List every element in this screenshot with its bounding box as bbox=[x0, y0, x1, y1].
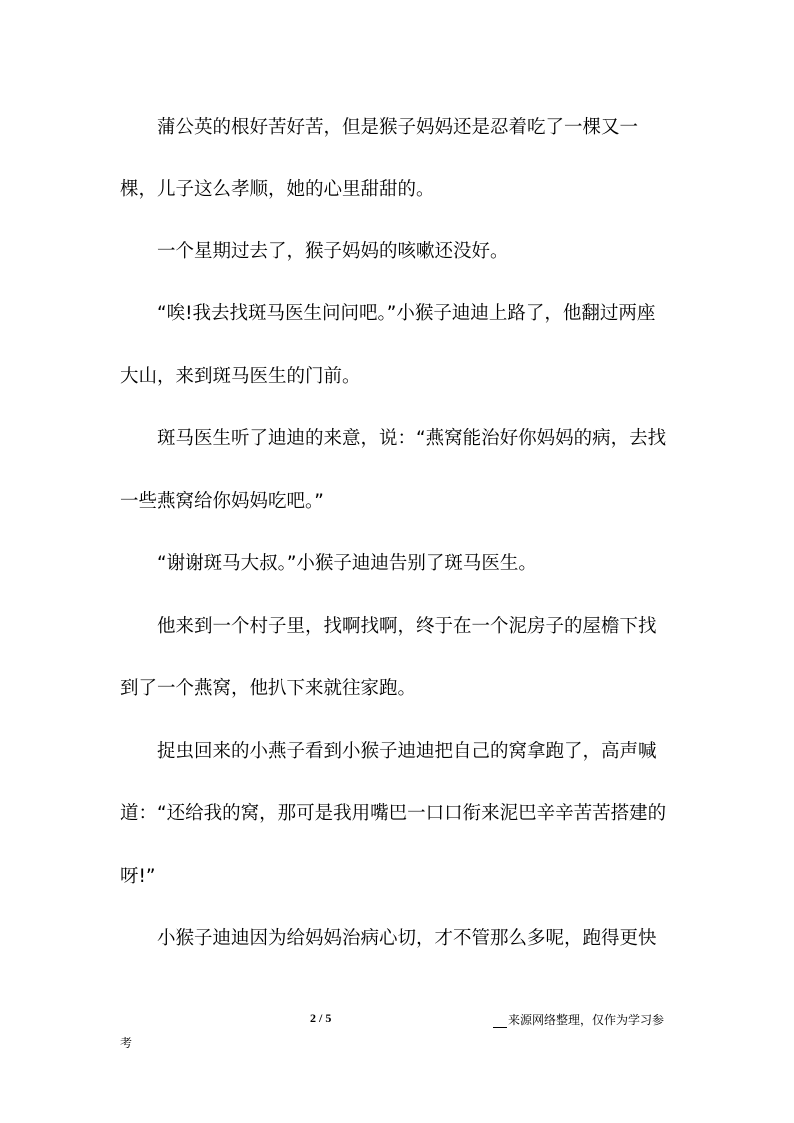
paragraph-line: “谢谢斑马大叔。”小猴子迪迪告别了斑马医生。 bbox=[157, 553, 537, 574]
paragraph-line: 大山，来到斑马医生的门前。 bbox=[120, 366, 361, 387]
paragraph-line: 他来到一个村子里，找啊找啊，终于在一个泥房子的屋檐下找 bbox=[157, 616, 657, 637]
paragraph-line: 一个星期过去了，猴子妈妈的咳嗽还没好。 bbox=[157, 241, 509, 262]
source-note-text: 来源网络整理，仅作为学习参 bbox=[508, 1013, 665, 1027]
paragraph-line: 小猴子迪迪因为给妈妈治病心切，才不管那么多呢，跑得更快 bbox=[157, 928, 657, 949]
paragraph-line: 呀!” bbox=[120, 866, 156, 887]
paragraph-line: 斑马医生听了迪迪的来意，说：“燕窝能治好你妈妈的病，去找 bbox=[157, 428, 667, 449]
paragraph-line: 到了一个燕窝，他扒下来就往家跑。 bbox=[120, 678, 417, 699]
paragraph-line: 一些燕窝给你妈妈吃吧。” bbox=[120, 491, 324, 512]
paragraph-line: 捉虫回来的小燕子看到小猴子迪迪把自己的窝拿跑了，高声喊 bbox=[157, 741, 657, 762]
page-number: 2 / 5 bbox=[310, 1011, 332, 1025]
paragraph-line: 棵，儿子这么孝顺，她的心里甜甜的。 bbox=[120, 179, 435, 200]
source-note-wrap: 考 bbox=[120, 1036, 133, 1050]
underline-rule bbox=[493, 1015, 507, 1028]
paragraph-line: 道：“还给我的窝，那可是我用嘴巴一口口衔来泥巴辛辛苦苦搭建的 bbox=[120, 803, 667, 824]
source-note bbox=[493, 1011, 664, 1028]
paragraph-line: “唉!我去找斑马医生问问吧。”小猴子迪迪上路了，他翻过两座 bbox=[157, 303, 656, 324]
paragraph-line: 蒲公英的根好苦好苦，但是猴子妈妈还是忍着吃了一棵又一 bbox=[157, 117, 639, 138]
